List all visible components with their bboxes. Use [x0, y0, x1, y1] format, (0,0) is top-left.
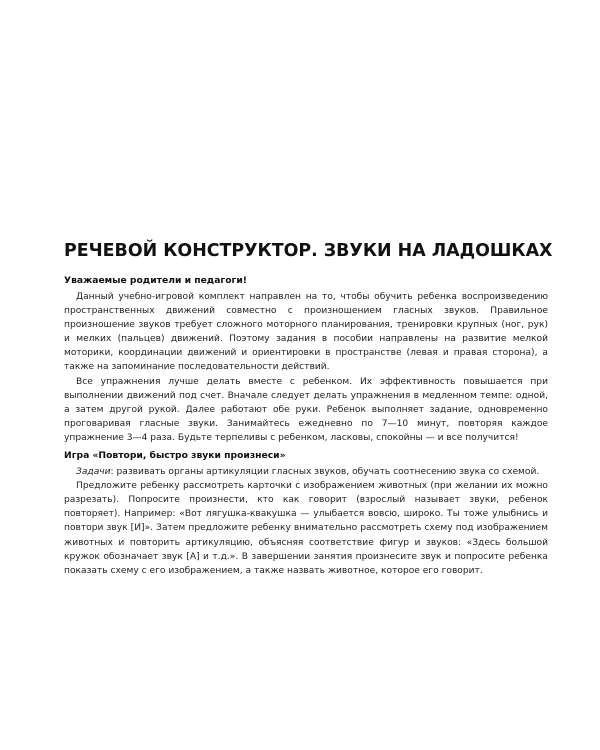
intro-paragraph: Данный учебно-игровой комплект направлен на то, чтобы обучить ребенка воспроизведению пространственных движений совместно с произношением гласных звуков. Правильное произношение звуков требует сложного моторного планирования, тренировки крупных (ног, рук) и мелких (пальцев) движений. Поэтому задания в пособии направлены на развитие мелкой моторики, координации движений и ориентировки в пространстве (левая и правая сторона), а также на запоминание последовательности действий.	[64, 292, 548, 373]
advice-paragraph: Все упражнения лучше делать вместе с ребенком. Их эффективность повышается при выполнении движений под счет. Вначале следует делать упражнения в медленном темпе: одной, а затем другой рукой. Далее работают обе руки. Ребенок выполняет задание, одновременно проговаривая гласные звуки. Занимайтесь ежедневно по 7—10 минут, повторяя каждое упражнение 3—4 раза. Будьте терпеливы с ребенком, ласковы, спокойны — и все получится!	[64, 376, 548, 443]
document-body	[64, 240, 553, 578]
tasks-text: : развивать органы артикуляции гласных звуков, обучать соотнесению звука со схемой.	[110, 467, 540, 478]
greeting-heading: Уважаемые родители и педагоги!	[64, 275, 247, 286]
game-tasks-paragraph	[64, 465, 548, 479]
tasks-label: Задачи	[76, 467, 111, 478]
game-heading: Игра «Повтори, быстро звуки произнеси»	[64, 450, 286, 462]
game-instructions-paragraph: Предложите ребенку рассмотреть карточки с изображением животных (при желании их можно разрезать). Попросите произнести, кто как говорит (взрослый называет звуки, ребенок повторяет). Например: «Вот лягушка-квакушка — улыбается вовсю, широко. Ты тоже улыбнись и повтори звук [И]». Затем предложите ребенку внимательно рассмотреть схему под изображением животных и повторить артикуляцию, объясняя соответствие фигур и звуков: «Здесь большой кружок обозначает звук [А] и т.д.». В завершении занятия произнесите звук и попросите ребенка показать схему с его изображением, а также назвать животное, которое его говорит.	[64, 481, 548, 576]
document-title: РЕЧЕВОЙ КОНСТРУКТОР. ЗВУКИ НА ЛАДОШКАХ	[64, 241, 553, 261]
